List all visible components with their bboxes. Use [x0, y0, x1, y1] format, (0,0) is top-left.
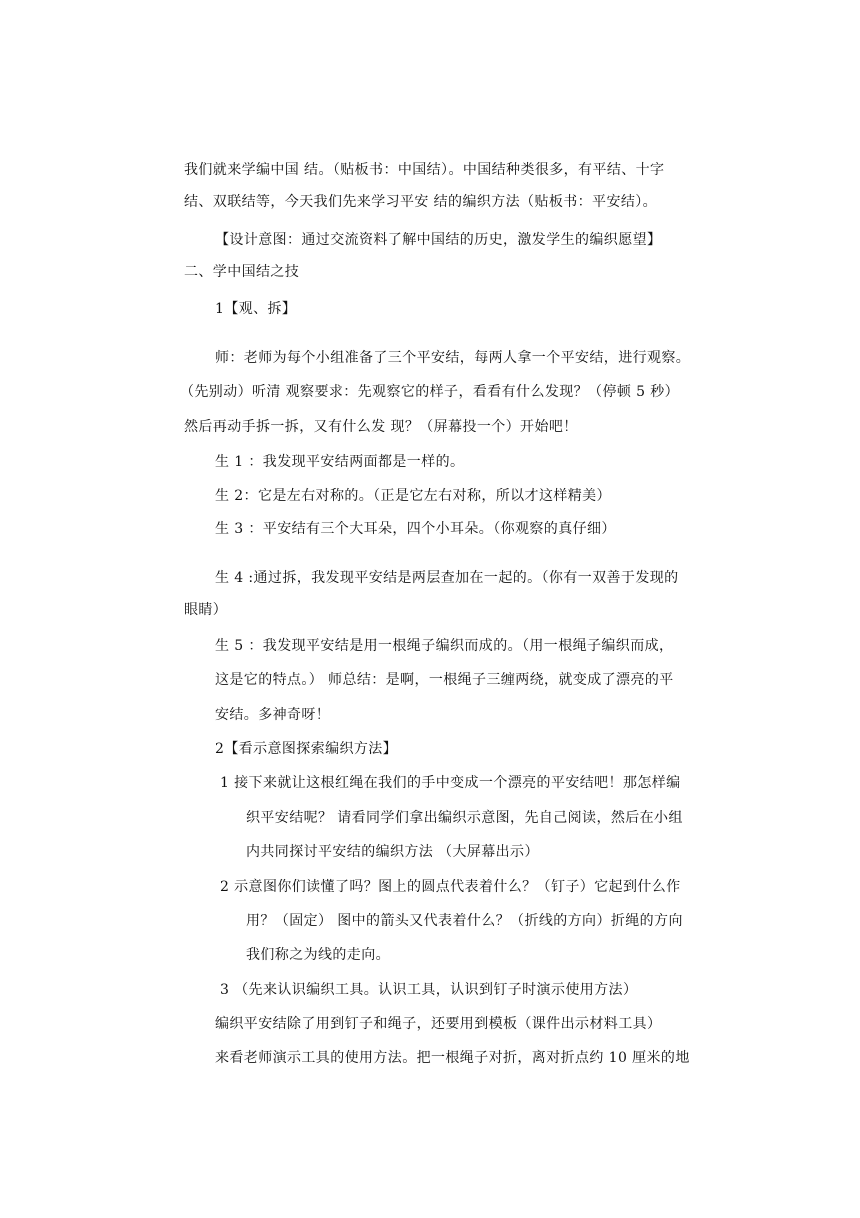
- text-line: 结、双联结等，今天我们先来学习平安 结的编织方法（贴板书：平安结）。: [184, 194, 658, 210]
- text-line: 我们就来学编中国 结。（贴板书：中国结）。中国结种类很多，有平结、十字: [184, 162, 665, 178]
- student-answer-line: 生 3 ：平安结有三个大耳朵，四个小耳朵。（你观察的真仔细）: [215, 521, 616, 537]
- list-item-line: 2 示意图你们读懂了吗？图上的圆点代表着什么？（钉子）它起到什么作: [220, 879, 681, 895]
- text-line: 来看老师演示工具的使用方法。把一根绳子对折，离对折点约 10 厘米的地: [215, 1050, 690, 1066]
- list-item-line: 内共同探讨平安结的编织方法 （大屏幕出示）: [246, 844, 539, 860]
- list-item-line: 织平安结呢？ 请看同学们拿出编织示意图，先自己阅读，然后在小组: [246, 810, 683, 826]
- text-line: 这是它的特点。） 师总结：是啊，一根绳子三缠两绕，就变成了漂亮的平: [215, 672, 674, 688]
- text-line: 然后再动手拆一拆，又有什么发 现？（屏幕投一个）开始吧！: [184, 419, 578, 435]
- text-line: 安结。多神奇呀！: [215, 707, 331, 723]
- text-line: 编织平安结除了用到钉子和绳子，还要用到模板（课件出示材料工具）: [215, 1016, 662, 1032]
- text-line: 眼睛）: [184, 602, 228, 618]
- text-line: （先别动）听清 观察要求：先观察它的样子，看看有什么发现？（停顿 5 秒）: [180, 384, 680, 400]
- list-item-line: 3 （先来认识编织工具。认识工具，认识到钉子时演示使用方法）: [220, 982, 638, 998]
- student-answer-line: 生 2：它是左右对称的。（正是它左右对称，所以才这样精美）: [215, 488, 611, 504]
- subsection-heading: 2【看示意图探索编织方法】: [215, 741, 398, 757]
- student-answer-line: 生 5 ：我发现平安结是用一根绳子编织而成的。（用一根绳子编织而成，: [215, 638, 674, 654]
- list-item-line: 用？（固定） 图中的箭头又代表着什么？（折线的方向）折绳的方向: [246, 913, 683, 929]
- list-item-line: 我们称之为线的走向。: [246, 947, 390, 963]
- section-heading: 二、学中国结之技: [184, 264, 300, 280]
- student-answer-line: 生 1 ：我发现平安结两面都是一样的。: [215, 454, 465, 470]
- student-answer-line: 生 4 :通过拆，我发现平安结是两层查加在一起的。（你有一双善于发现的: [215, 570, 679, 586]
- subsection-heading: 1【观、拆】: [215, 301, 297, 317]
- list-item-line: 1 接下来就让这根红绳在我们的手中变成一个漂亮的平安结吧！那怎样编: [220, 775, 681, 791]
- design-intent-line: 【设计意图：通过交流资料了解中国结的历史，激发学生的编织愿望】: [215, 232, 662, 248]
- text-line: 师：老师为每个小组准备了三个平安结，每两人拿一个平安结，进行观察。: [215, 350, 691, 366]
